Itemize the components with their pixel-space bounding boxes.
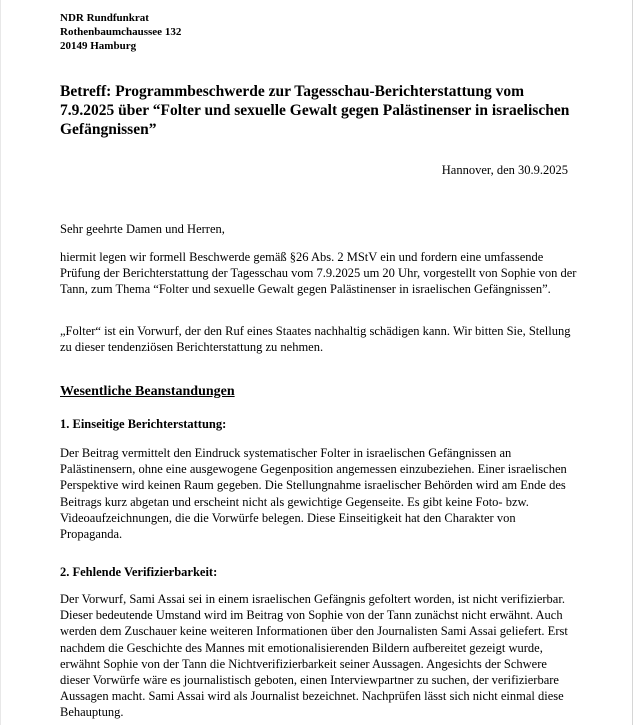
address-line-3: 20149 Hamburg [60, 40, 137, 52]
point-2-heading: 2. Fehlende Verifizierbarkeit: [60, 565, 218, 579]
date-line: Hannover, den 30.9.2025 [441, 163, 568, 177]
address-line-1: NDR Rundfunkrat [60, 12, 149, 24]
point-1-heading: 1. Einseitige Berichterstattung: [60, 417, 227, 431]
point-1-text: Der Beitrag vermittelt den Eindruck systematischer Folter in israelischen Gefängnissen an Palästinensern, ohne eine ausgewogene Gegenposition angemessen einzubeziehen. Einer israelischen Perspektive wird keinen Raum gegeben. Die Stellungnahme israelischer Behörden wird am Ende des Beitrags kurz abgetan und erscheint nicht als gewichtige Gegenseite. Es gibt keine Foto- bzw. Videoaufzeichnungen, die die Vorwürfe belegen. Diese Einseitigkeit hat den Charakter von Propaganda. [60, 446, 567, 542]
folter-paragraph: „Folter“ ist ein Vorwurf, der den Ruf eines Staates nachhaltig schädigen kann. Wir bitten Sie, Stellung zu dieser tendenziösen Berichterstattung zu nehmen. [60, 324, 571, 355]
recipient-address [60, 11, 578, 53]
section-heading: Wesentliche Beanstandungen [60, 384, 235, 399]
intro-paragraph: hiermit legen wir formell Beschwerde gemäß §26 Abs. 2 MStV ein und fordern eine umfassende Prüfung der Berichterstattung der Tagesschau vom 7.9.2025 um 20 Uhr, vorgestellt von Sophie von der Tann, zum Thema “Folter und sexuelle Gewalt gegen Palästinenser in israelischen Gefängnissen”. [60, 250, 577, 297]
salutation: Sehr geehrte Damen und Herren, [60, 222, 225, 236]
subject-line: Betreff: Programmbeschwerde zur Tagesschau-Berichterstattung vom 7.9.2025 über “Folter und sexuelle Gewalt gegen Palästinenser in israelischen Gefängnissen” [60, 83, 570, 138]
point-2-text: Der Vorwurf, Sami Assai sei in einem israelischen Gefängnis gefoltert worden, ist nicht verifizierbar. Dieser bedeutende Umstand wird im Beitrag von Sophie von der Tann zunächst nicht erwähnt. Auch werden dem Zuschauer keine weiteren Informationen über den Journalisten Sami Assai geliefert. Erst nachdem die Geschichte des Mannes mit emotionalisierenden Bildern aufbereitet gezeigt wurde, erwähnt Sophie von der Tann die Nichtverifizierbarkeit seiner Aussagen. Angesichts der Schwere dieser Vorwürfe wäre es journalistisch geboten, einen Interviewpartner zu suchen, der verifizierbare Aussagen macht. Sami Assai wird als Journalist bezeichnet. Nachprüfen lässt sich nicht einmal diese Behauptung. [60, 592, 568, 720]
address-line-2: Rothenbaumchaussee 132 [60, 26, 182, 38]
